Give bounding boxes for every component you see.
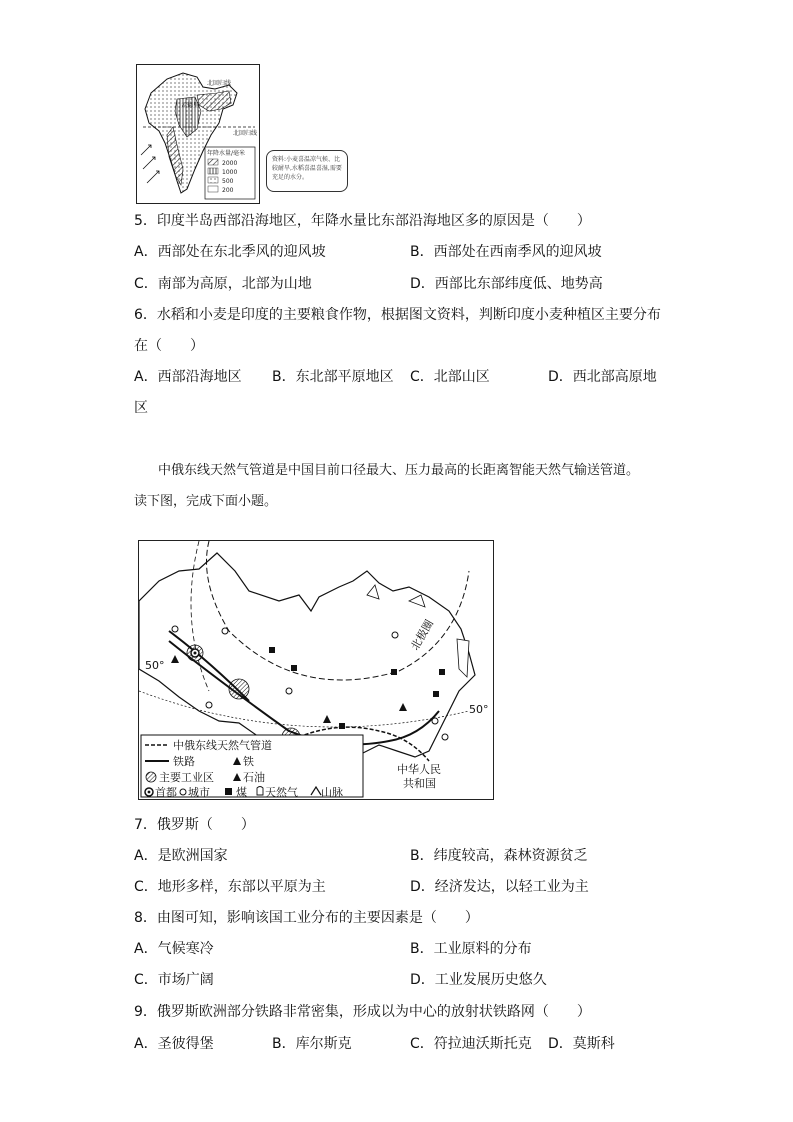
- legend-gas: 天然气: [265, 786, 298, 799]
- legend-oil: 石油: [243, 771, 265, 784]
- question-5-option-c[interactable]: C．南部为高原，北部为山地: [134, 276, 312, 292]
- india-label-north: 北回归线: [207, 80, 232, 87]
- question-7-option-c[interactable]: C．地形多样，东部以平原为主: [134, 879, 326, 895]
- question-6-stem-line-2: 在（ ）: [134, 338, 204, 354]
- china-label-2: 共和国: [403, 777, 436, 790]
- question-7-option-d[interactable]: D．经济发达，以轻工业为主: [410, 879, 589, 895]
- india-map-note: [266, 150, 348, 192]
- india-label-tropic: 北回归线: [233, 130, 258, 137]
- question-9-option-c[interactable]: C．符拉迪沃斯托克: [410, 1036, 532, 1052]
- india-map-figure: [136, 64, 260, 204]
- question-7-stem: 7．俄罗斯（ ）: [134, 817, 255, 833]
- question-8-stem: 8．由图可知，影响该国工业分布的主要因素是（ ）: [134, 910, 479, 926]
- india-note-text: 资料:小麦喜温凉气候、比较耐旱,水稻喜温喜湿,需要充足的水分。: [272, 156, 342, 181]
- question-8-option-c[interactable]: C．市场广阔: [134, 972, 214, 988]
- question-7-option-b[interactable]: B．纬度较高，森林资源贫乏: [410, 848, 588, 864]
- legend-capital: 首都: [155, 786, 177, 799]
- china-label-1: 中华人民: [397, 763, 441, 776]
- russia-map-drawing: [139, 541, 493, 799]
- india-legend-value-4: 200: [222, 187, 234, 194]
- question-8-option-b[interactable]: B．工业原料的分布: [410, 941, 532, 957]
- intro-line-2: 读下图，完成下面小题。: [134, 494, 278, 509]
- lat-label-right: 50°: [469, 703, 489, 716]
- legend-railway: 铁路: [173, 755, 195, 768]
- legend-iron: 铁: [243, 755, 254, 768]
- india-legend-value-1: 2000: [222, 160, 238, 167]
- legend-pipeline: 中俄东线天然气管道: [173, 739, 272, 752]
- india-legend-value-3: 500: [222, 178, 234, 185]
- question-8-option-a[interactable]: A．气候寒冷: [134, 941, 214, 957]
- legend-coal: 煤: [236, 786, 247, 799]
- arctic-circle-label: 北极圈: [408, 617, 437, 653]
- legend-industrial: 主要工业区: [159, 771, 214, 784]
- question-5-option-a[interactable]: A．西部处在东北季风的迎风坡: [134, 244, 326, 260]
- question-5-option-d[interactable]: D．西部比东部纬度低、地势高: [410, 276, 603, 292]
- russia-map-figure: [138, 540, 494, 800]
- question-6-option-a[interactable]: A．西部沿海地区: [134, 369, 242, 385]
- india-label-mid: 孟德里: [181, 102, 200, 109]
- question-9-option-d[interactable]: D．莫斯科: [548, 1036, 615, 1052]
- question-7-option-a[interactable]: A．是欧洲国家: [134, 848, 228, 864]
- question-6-option-b[interactable]: B．东北部平原地区: [272, 369, 394, 385]
- question-6-option-c[interactable]: C．北部山区: [410, 369, 490, 385]
- question-9-option-a[interactable]: A．圣彼得堡: [134, 1036, 214, 1052]
- question-8-option-d[interactable]: D．工业发展历史悠久: [410, 972, 547, 988]
- question-6-option-d[interactable]: D．西北部高原地: [548, 369, 657, 385]
- legend-city: 城市: [188, 786, 210, 799]
- india-legend-value-2: 1000: [222, 169, 238, 176]
- question-9-stem: 9．俄罗斯欧洲部分铁路非常密集，形成以为中心的放射状铁路网（ ）: [134, 1004, 591, 1020]
- question-5-option-b[interactable]: B．西部处在西南季风的迎风坡: [410, 244, 602, 260]
- india-legend-title: 年降水量/毫米: [207, 150, 246, 157]
- india-map-drawing: [137, 65, 259, 203]
- question-9-option-b[interactable]: B．库尔斯克: [272, 1036, 352, 1052]
- lat-label-left: 50°: [145, 659, 165, 672]
- question-6-stem-line-1: 6．水稻和小麦是印度的主要粮食作物，根据图文资料，判断印度小麦种植区主要分布: [134, 307, 661, 323]
- question-5-stem: 5．印度半岛西部沿海地区，年降水量比东部沿海地区多的原因是（ ）: [134, 213, 591, 229]
- intro-line-1: 中俄东线天然气管道是中国目前口径最大、压力最高的长距离智能天然气输送管道。: [158, 463, 640, 478]
- industrial-area-ural: [229, 679, 249, 699]
- question-6-option-d-overflow: 区: [134, 400, 148, 416]
- legend-mountain: 山脉: [321, 786, 343, 799]
